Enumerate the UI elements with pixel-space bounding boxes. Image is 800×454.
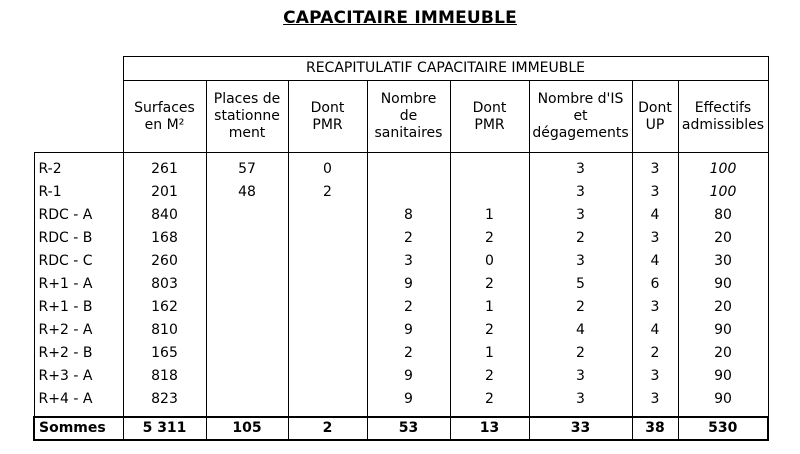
table-cell: 2 [367, 342, 450, 365]
table-cell: 2 [450, 365, 529, 388]
table-cell: 3 [529, 250, 632, 273]
total-cell: 53 [367, 417, 450, 440]
row-label: R+2 - B [34, 342, 123, 365]
row-label: R+4 - A [34, 388, 123, 417]
table-cell [288, 296, 367, 319]
table-cell [288, 204, 367, 227]
table-cell: 6 [632, 273, 678, 296]
table-cell: 810 [123, 319, 206, 342]
table-cell: 2 [529, 296, 632, 319]
table-row [34, 153, 768, 182]
table-row [34, 342, 768, 365]
total-cell: 530 [678, 417, 768, 440]
row-label: RDC - C [34, 250, 123, 273]
table-cell: 30 [678, 250, 768, 273]
table-cell: 168 [123, 227, 206, 250]
table-cell: 100 [678, 181, 768, 204]
table-cell: 9 [367, 388, 450, 417]
table-row [34, 296, 768, 319]
row-label: RDC - B [34, 227, 123, 250]
table-cell [206, 227, 288, 250]
table-row [34, 181, 768, 204]
total-row [34, 417, 768, 440]
table-cell: 3 [529, 365, 632, 388]
table-cell [206, 273, 288, 296]
table-cell: 2 [450, 319, 529, 342]
table-cell: 840 [123, 204, 206, 227]
total-label: Sommes [34, 417, 123, 440]
row-label: R+1 - A [34, 273, 123, 296]
table-cell: 3 [529, 181, 632, 204]
super-header-row [34, 57, 768, 81]
table-cell [288, 273, 367, 296]
table-cell [450, 181, 529, 204]
table-cell: 818 [123, 365, 206, 388]
col-header-parking-pmr: Dont PMR [288, 81, 367, 153]
table-cell: 2 [529, 227, 632, 250]
table-cell: 3 [632, 181, 678, 204]
table-cell [206, 296, 288, 319]
table-cell: 80 [678, 204, 768, 227]
table-cell: 823 [123, 388, 206, 417]
table-cell: 2 [450, 388, 529, 417]
table-cell: 2 [632, 342, 678, 365]
table-cell: 90 [678, 365, 768, 388]
table-cell: 3 [632, 153, 678, 182]
table-cell: 803 [123, 273, 206, 296]
table-cell [288, 319, 367, 342]
table-row [34, 227, 768, 250]
table-cell: 4 [632, 250, 678, 273]
table-cell: 3 [632, 388, 678, 417]
page-title: CAPACITAIRE IMMEUBLE [283, 8, 517, 28]
col-header-sanitaires-pmr: Dont PMR [450, 81, 529, 153]
table-cell: 8 [367, 204, 450, 227]
table-cell [367, 181, 450, 204]
table-cell: 162 [123, 296, 206, 319]
table-cell: 201 [123, 181, 206, 204]
table-cell: 20 [678, 342, 768, 365]
table-cell: 2 [288, 181, 367, 204]
table-cell: 3 [632, 365, 678, 388]
table-cell: 9 [367, 319, 450, 342]
row-label: R+2 - A [34, 319, 123, 342]
row-label: R+3 - A [34, 365, 123, 388]
table-cell [206, 365, 288, 388]
table-cell [288, 250, 367, 273]
super-header: RECAPITULATIF CAPACITAIRE IMMEUBLE [123, 57, 768, 81]
table-cell: 2 [367, 227, 450, 250]
total-cell: 33 [529, 417, 632, 440]
col-header-effectifs: Effectifs admissibles [678, 81, 768, 153]
table-cell: 9 [367, 365, 450, 388]
table-cell: 4 [632, 204, 678, 227]
table-row [34, 388, 768, 417]
table-cell [367, 153, 450, 182]
table-cell: 2 [450, 227, 529, 250]
table-cell: 20 [678, 296, 768, 319]
total-cell: 5 311 [123, 417, 206, 440]
row-label: R-1 [34, 181, 123, 204]
table-cell: 1 [450, 342, 529, 365]
table-cell [206, 388, 288, 417]
row-label: R-2 [34, 153, 123, 182]
table-cell: 260 [123, 250, 206, 273]
table-cell: 261 [123, 153, 206, 182]
table-cell [288, 342, 367, 365]
col-header-surfaces: Surfaces en M² [123, 81, 206, 153]
table-cell: 165 [123, 342, 206, 365]
table-cell: 1 [450, 204, 529, 227]
col-header-parking: Places de stationne ment [206, 81, 288, 153]
row-label: RDC - A [34, 204, 123, 227]
total-cell: 38 [632, 417, 678, 440]
total-cell: 13 [450, 417, 529, 440]
table-cell: 57 [206, 153, 288, 182]
table-cell: 1 [450, 296, 529, 319]
table-cell: 5 [529, 273, 632, 296]
table-cell: 4 [632, 319, 678, 342]
capacity-table [33, 56, 769, 441]
table-cell: 2 [450, 273, 529, 296]
table-cell: 2 [529, 342, 632, 365]
table-row [34, 365, 768, 388]
table-cell [206, 204, 288, 227]
table-cell: 2 [367, 296, 450, 319]
table-row [34, 250, 768, 273]
table-cell: 20 [678, 227, 768, 250]
table-cell: 3 [632, 227, 678, 250]
col-header-up: Dont UP [632, 81, 678, 153]
empty-corner [34, 57, 123, 81]
table-cell [206, 250, 288, 273]
table-cell [288, 388, 367, 417]
table-cell: 0 [288, 153, 367, 182]
table-cell: 90 [678, 388, 768, 417]
table-cell [288, 365, 367, 388]
table-cell: 3 [529, 153, 632, 182]
table-cell [288, 227, 367, 250]
table-row [34, 319, 768, 342]
table-cell: 90 [678, 319, 768, 342]
table-cell: 4 [529, 319, 632, 342]
column-header-row [34, 81, 768, 153]
col-header-sanitaires: Nombre de sanitaires [367, 81, 450, 153]
empty-corner [34, 81, 123, 153]
col-header-is-degagements: Nombre d'IS et dégagements [529, 81, 632, 153]
table-cell: 3 [529, 204, 632, 227]
table-cell: 3 [632, 296, 678, 319]
table-cell: 3 [367, 250, 450, 273]
total-cell: 2 [288, 417, 367, 440]
table-cell [206, 319, 288, 342]
table-cell [206, 342, 288, 365]
table-cell: 90 [678, 273, 768, 296]
table-cell: 48 [206, 181, 288, 204]
table-cell [450, 153, 529, 182]
table-cell: 3 [529, 388, 632, 417]
table-cell: 0 [450, 250, 529, 273]
table-row [34, 204, 768, 227]
table-cell: 100 [678, 153, 768, 182]
row-label: R+1 - B [34, 296, 123, 319]
total-cell: 105 [206, 417, 288, 440]
table-row [34, 273, 768, 296]
table-cell: 9 [367, 273, 450, 296]
